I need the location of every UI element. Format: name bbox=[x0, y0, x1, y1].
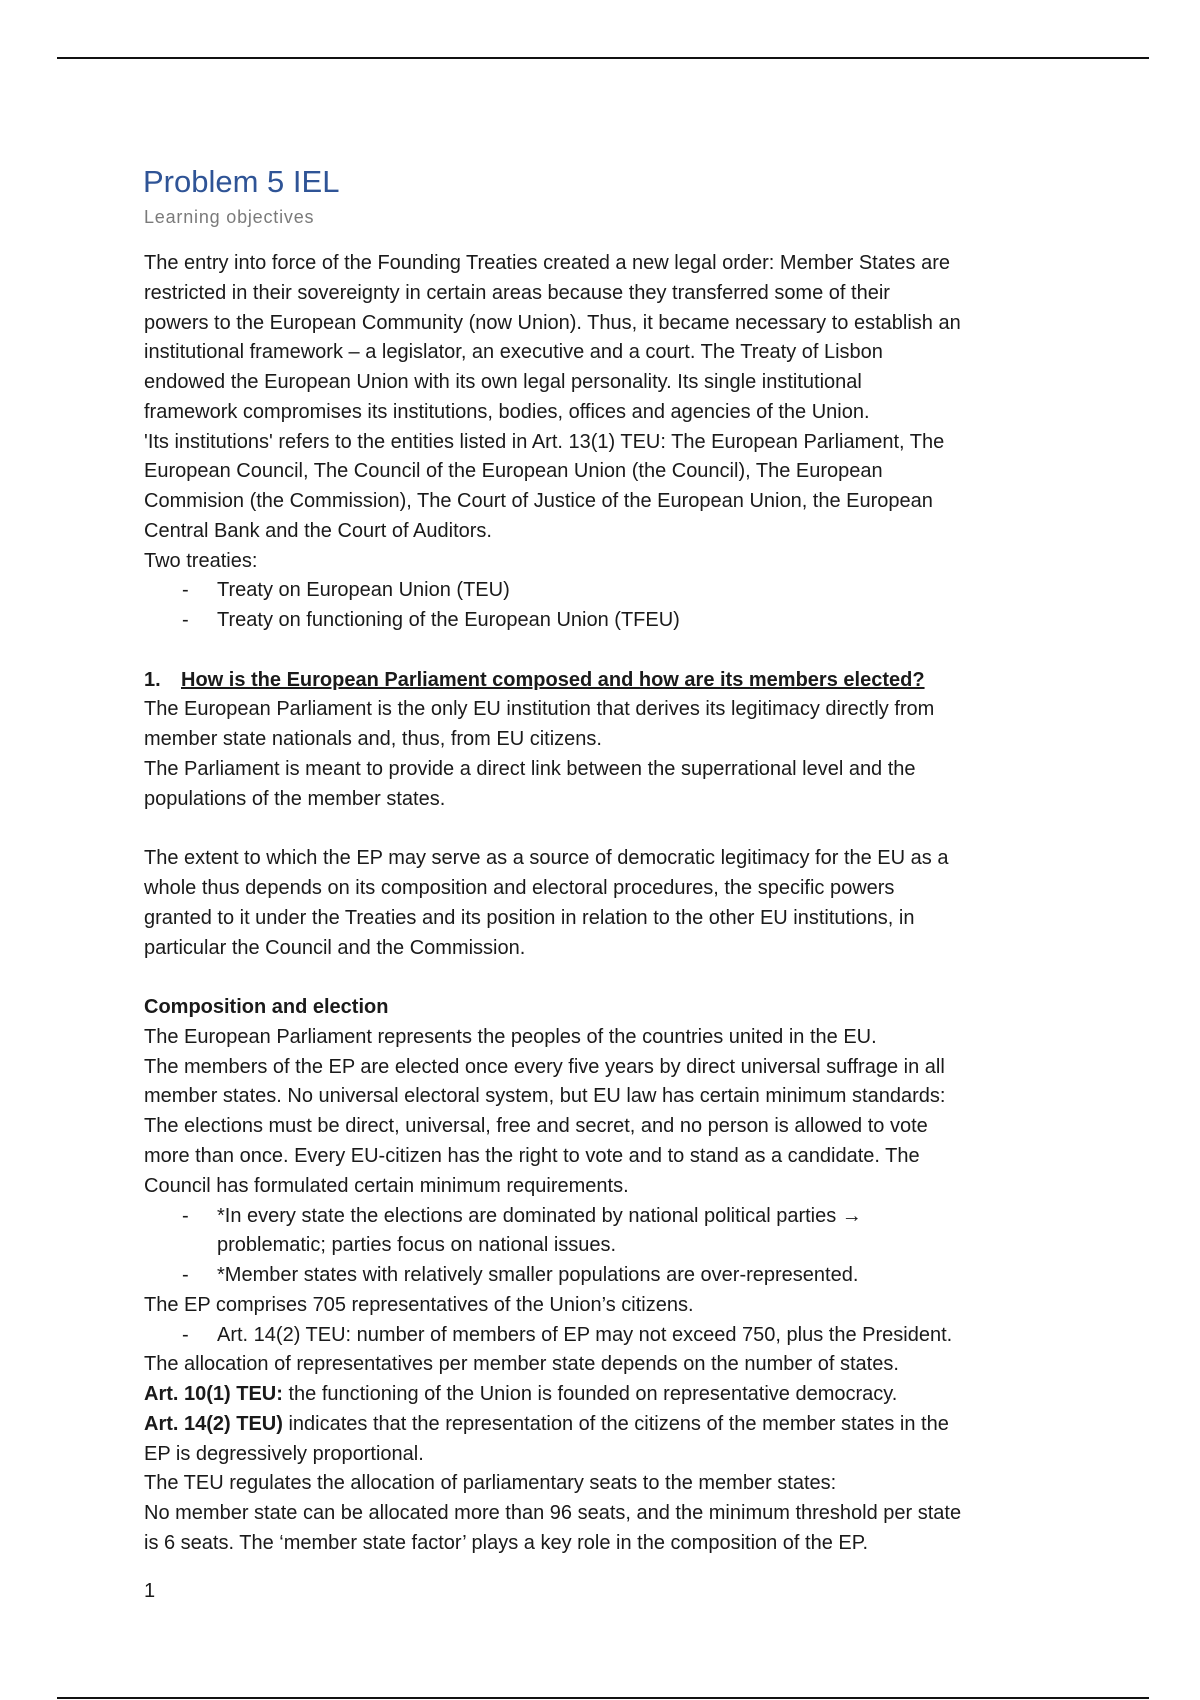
text-line: particular the Council and the Commission. bbox=[144, 936, 526, 959]
question-heading: 1. How is the European Parliament composed and how are its members elected? bbox=[144, 668, 925, 691]
list-item: - Art. 14(2) TEU: number of members of EP may not exceed 750, plus the President. bbox=[144, 1321, 1144, 1351]
document-title: Problem 5 IEL bbox=[143, 164, 340, 199]
dash-bullet-icon: - bbox=[182, 1204, 189, 1227]
list-item: - Treaty on European Union (TEU) bbox=[144, 576, 1144, 606]
text-line: institutional framework – a legislator, an executive and a court. The Treaty of Lisbon bbox=[144, 341, 883, 364]
dash-bullet-icon: - bbox=[182, 579, 189, 602]
text-line: Central Bank and the Court of Auditors. bbox=[144, 519, 492, 542]
text-line: No member state can be allocated more than 96 seats, and the minimum threshold per state bbox=[144, 1502, 962, 1525]
document-body bbox=[144, 249, 1144, 1559]
text-line: Art. 14(2) TEU) indicates that the representation of the citizens of the member states in the bbox=[144, 1412, 949, 1435]
text-line: member states. No universal electoral system, but EU law has certain minimum standards: bbox=[144, 1085, 946, 1108]
text-line: The elections must be direct, universal, free and secret, and no person is allowed to vote bbox=[144, 1115, 928, 1138]
text-line: restricted in their sovereignty in certain areas because they transferred some of their bbox=[144, 281, 890, 304]
treaties-label: Two treaties: bbox=[144, 549, 258, 572]
text-line: 'Its institutions' refers to the entities listed in Art. 13(1) TEU: The European Parliament, The bbox=[144, 430, 945, 453]
list-item: - *Member states with relatively smaller populations are over-represented. bbox=[144, 1261, 1144, 1291]
text-line: The entry into force of the Founding Treaties created a new legal order: Member States are bbox=[144, 252, 950, 274]
text-line: member state nationals and, thus, from EU citizens. bbox=[144, 728, 602, 751]
text-line: European Council, The Council of the European Union (the Council), The European bbox=[144, 460, 883, 483]
text-line: Council has formulated certain minimum requirements. bbox=[144, 1174, 629, 1197]
dash-bullet-icon: - bbox=[182, 1264, 189, 1287]
list-item: - Treaty on functioning of the European Union (TFEU) bbox=[144, 606, 1144, 636]
document-subtitle: Learning objectives bbox=[144, 207, 315, 227]
text-line: powers to the European Community (now Union). Thus, it became necessary to establish an bbox=[144, 311, 961, 334]
text-line: more than once. Every EU-citizen has the right to vote and to stand as a candidate. The bbox=[144, 1144, 920, 1167]
text-line: Commision (the Commission), The Court of Justice of the European Union, the European bbox=[144, 490, 933, 513]
text-line: The members of the EP are elected once every five years by direct universal suffrage in all bbox=[144, 1055, 945, 1078]
text-line: is 6 seats. The ‘member state factor’ plays a key role in the composition of the EP. bbox=[144, 1531, 869, 1554]
text-line: populations of the member states. bbox=[144, 787, 446, 810]
text-line: The EP comprises 705 representatives of the Union’s citizens. bbox=[144, 1293, 694, 1316]
section-heading: Composition and election bbox=[144, 996, 389, 1019]
text-line: The TEU regulates the allocation of parliamentary seats to the member states: bbox=[144, 1472, 837, 1495]
text-line: The European Parliament is the only EU institution that derives its legitimacy directly from bbox=[144, 698, 935, 721]
list-item-continuation: problematic; parties focus on national issues. bbox=[217, 1234, 617, 1257]
text-line: Art. 10(1) TEU: the functioning of the Union is founded on representative democracy. bbox=[144, 1383, 898, 1406]
text-line: granted to it under the Treaties and its position in relation to the other EU institutions, in bbox=[144, 906, 915, 929]
text-line: whole thus depends on its composition and electoral procedures, the specific powers bbox=[144, 877, 895, 900]
footer-rule bbox=[57, 1697, 1149, 1699]
spacer bbox=[144, 963, 1144, 993]
spacer bbox=[144, 636, 1144, 666]
text-line: The European Parliament represents the peoples of the countries united in the EU. bbox=[144, 1025, 877, 1048]
text-line: endowed the European Union with its own legal personality. Its single institutional bbox=[144, 371, 862, 394]
header-rule bbox=[57, 57, 1149, 59]
text-line: EP is degressively proportional. bbox=[144, 1442, 424, 1465]
dash-bullet-icon: - bbox=[182, 609, 189, 632]
list-item: - *In every state the elections are dominated by national political parties → bbox=[144, 1202, 1144, 1232]
text-line: The allocation of representatives per member state depends on the number of states. bbox=[144, 1353, 899, 1376]
text-line: The Parliament is meant to provide a direct link between the superrational level and the bbox=[144, 758, 916, 781]
dash-bullet-icon: - bbox=[182, 1323, 189, 1346]
text-line: The extent to which the EP may serve as a source of democratic legitimacy for the EU as a bbox=[144, 847, 949, 870]
page-number: 1 bbox=[144, 1580, 156, 1602]
text-line: framework compromises its institutions, bodies, offices and agencies of the Union. bbox=[144, 400, 870, 423]
spacer bbox=[144, 815, 1144, 845]
